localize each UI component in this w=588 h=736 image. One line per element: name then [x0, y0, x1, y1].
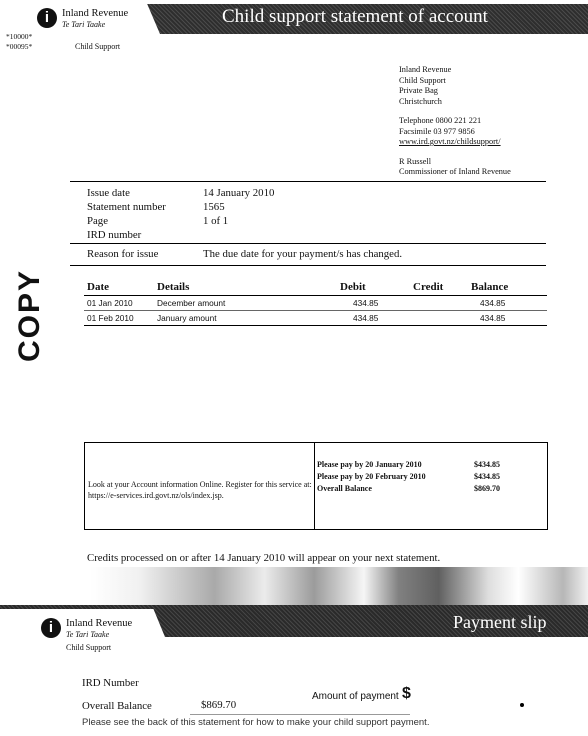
ir-logo-icon [41, 618, 61, 638]
amount-underline [190, 714, 410, 715]
cell-details: January amount [157, 313, 217, 323]
cell-date: 01 Jan 2010 [87, 298, 133, 308]
statement-number-label: Statement number [87, 201, 166, 213]
table-row [84, 298, 547, 309]
website-link[interactable]: www.ird.govt.nz/childsupport/ [399, 137, 501, 146]
pay-by-2-amount: $434.85 [474, 472, 500, 481]
table-row [84, 313, 547, 324]
info-i-icon: i [48, 619, 54, 636]
slip-ird-label: IRD Number [82, 677, 139, 689]
divider [70, 265, 546, 266]
table-divider [84, 325, 547, 326]
dollar-sign: $ [402, 685, 411, 702]
divider [70, 181, 546, 182]
slip-footer: Please see the back of this statement for how to make your child support payment. [82, 717, 430, 728]
col-header-debit: Debit [340, 281, 366, 293]
signatory-title: Commissioner of Inland Revenue [399, 167, 511, 176]
address-block [399, 65, 511, 178]
issue-date-value: 14 January 2010 [203, 187, 275, 199]
info-box [84, 442, 548, 530]
slip-overall-label: Overall Balance [82, 700, 152, 712]
signatory-name: R Russell [399, 156, 432, 166]
overall-balance-amount: $869.70 [474, 484, 500, 493]
reason-label: Reason for issue [87, 248, 159, 260]
telephone: Telephone 0800 221 221 [399, 116, 482, 125]
table-divider [84, 295, 547, 296]
address-line: Child Support [399, 75, 446, 85]
col-header-date: Date [87, 281, 109, 293]
col-header-details: Details [157, 281, 190, 293]
col-header-credit: Credit [413, 281, 444, 293]
col-header-balance: Balance [471, 281, 509, 293]
page-label: Page [87, 215, 108, 227]
cell-balance: 434.85 [480, 313, 506, 323]
table-divider [84, 310, 547, 311]
reason-value: The due date for your payment/s has changed. [203, 248, 403, 260]
org-name: Inland Revenue [62, 8, 129, 19]
cell-date: 01 Feb 2010 [87, 313, 134, 323]
amount-of-payment-label: Amount of payment [312, 691, 399, 702]
address-line: Christchurch [399, 96, 442, 106]
barcode-code-2: *00095* [6, 42, 33, 51]
facsimile: Facsimile 03 977 9856 [399, 126, 475, 136]
address-line: Inland Revenue [399, 65, 452, 74]
org-maori: Te Tari Taake [62, 20, 106, 29]
slip-org-sub: Child Support [66, 643, 112, 652]
dot-mark [520, 703, 524, 707]
overall-balance-label: Overall Balance [317, 484, 372, 493]
ird-number-label: IRD number [87, 229, 142, 241]
org-sub: Child Support [75, 42, 121, 51]
divider [70, 243, 546, 244]
credits-note: Credits processed on or after 14 January 2010 will appear on your next statement. [87, 552, 441, 564]
box-divider [314, 443, 315, 529]
barcode-code-1: *10000* [6, 32, 33, 41]
page-value: 1 of 1 [203, 215, 229, 227]
slip-org-maori: Te Tari Taake [66, 630, 110, 639]
statement-number-value: 1565 [203, 201, 225, 213]
cell-details: December amount [157, 298, 226, 308]
pay-by-2-label: Please pay by 20 February 2010 [317, 472, 426, 481]
payment-slip-title: Payment slip [453, 612, 547, 632]
cell-balance: 434.85 [480, 298, 506, 308]
ir-logo-icon [37, 8, 57, 28]
copy-stamp: COPY [13, 268, 46, 362]
cell-debit: 434.85 [353, 313, 379, 323]
slip-org-name: Inland Revenue [66, 618, 133, 629]
page-title: Child support statement of account [222, 6, 488, 27]
pay-by-1-amount: $434.85 [474, 460, 500, 469]
pay-by-1-label: Please pay by 20 January 2010 [317, 460, 422, 469]
info-i-icon: i [44, 9, 50, 26]
online-message: Look at your Account information Online. Register for this service at: https://e-services.ird.govt.nz/ols/index.jsp. [88, 480, 312, 500]
slip-overall-amount: $869.70 [201, 699, 237, 711]
issue-date-label: Issue date [87, 187, 130, 199]
cell-debit: 434.85 [353, 298, 379, 308]
address-line: Private Bag [399, 86, 438, 95]
